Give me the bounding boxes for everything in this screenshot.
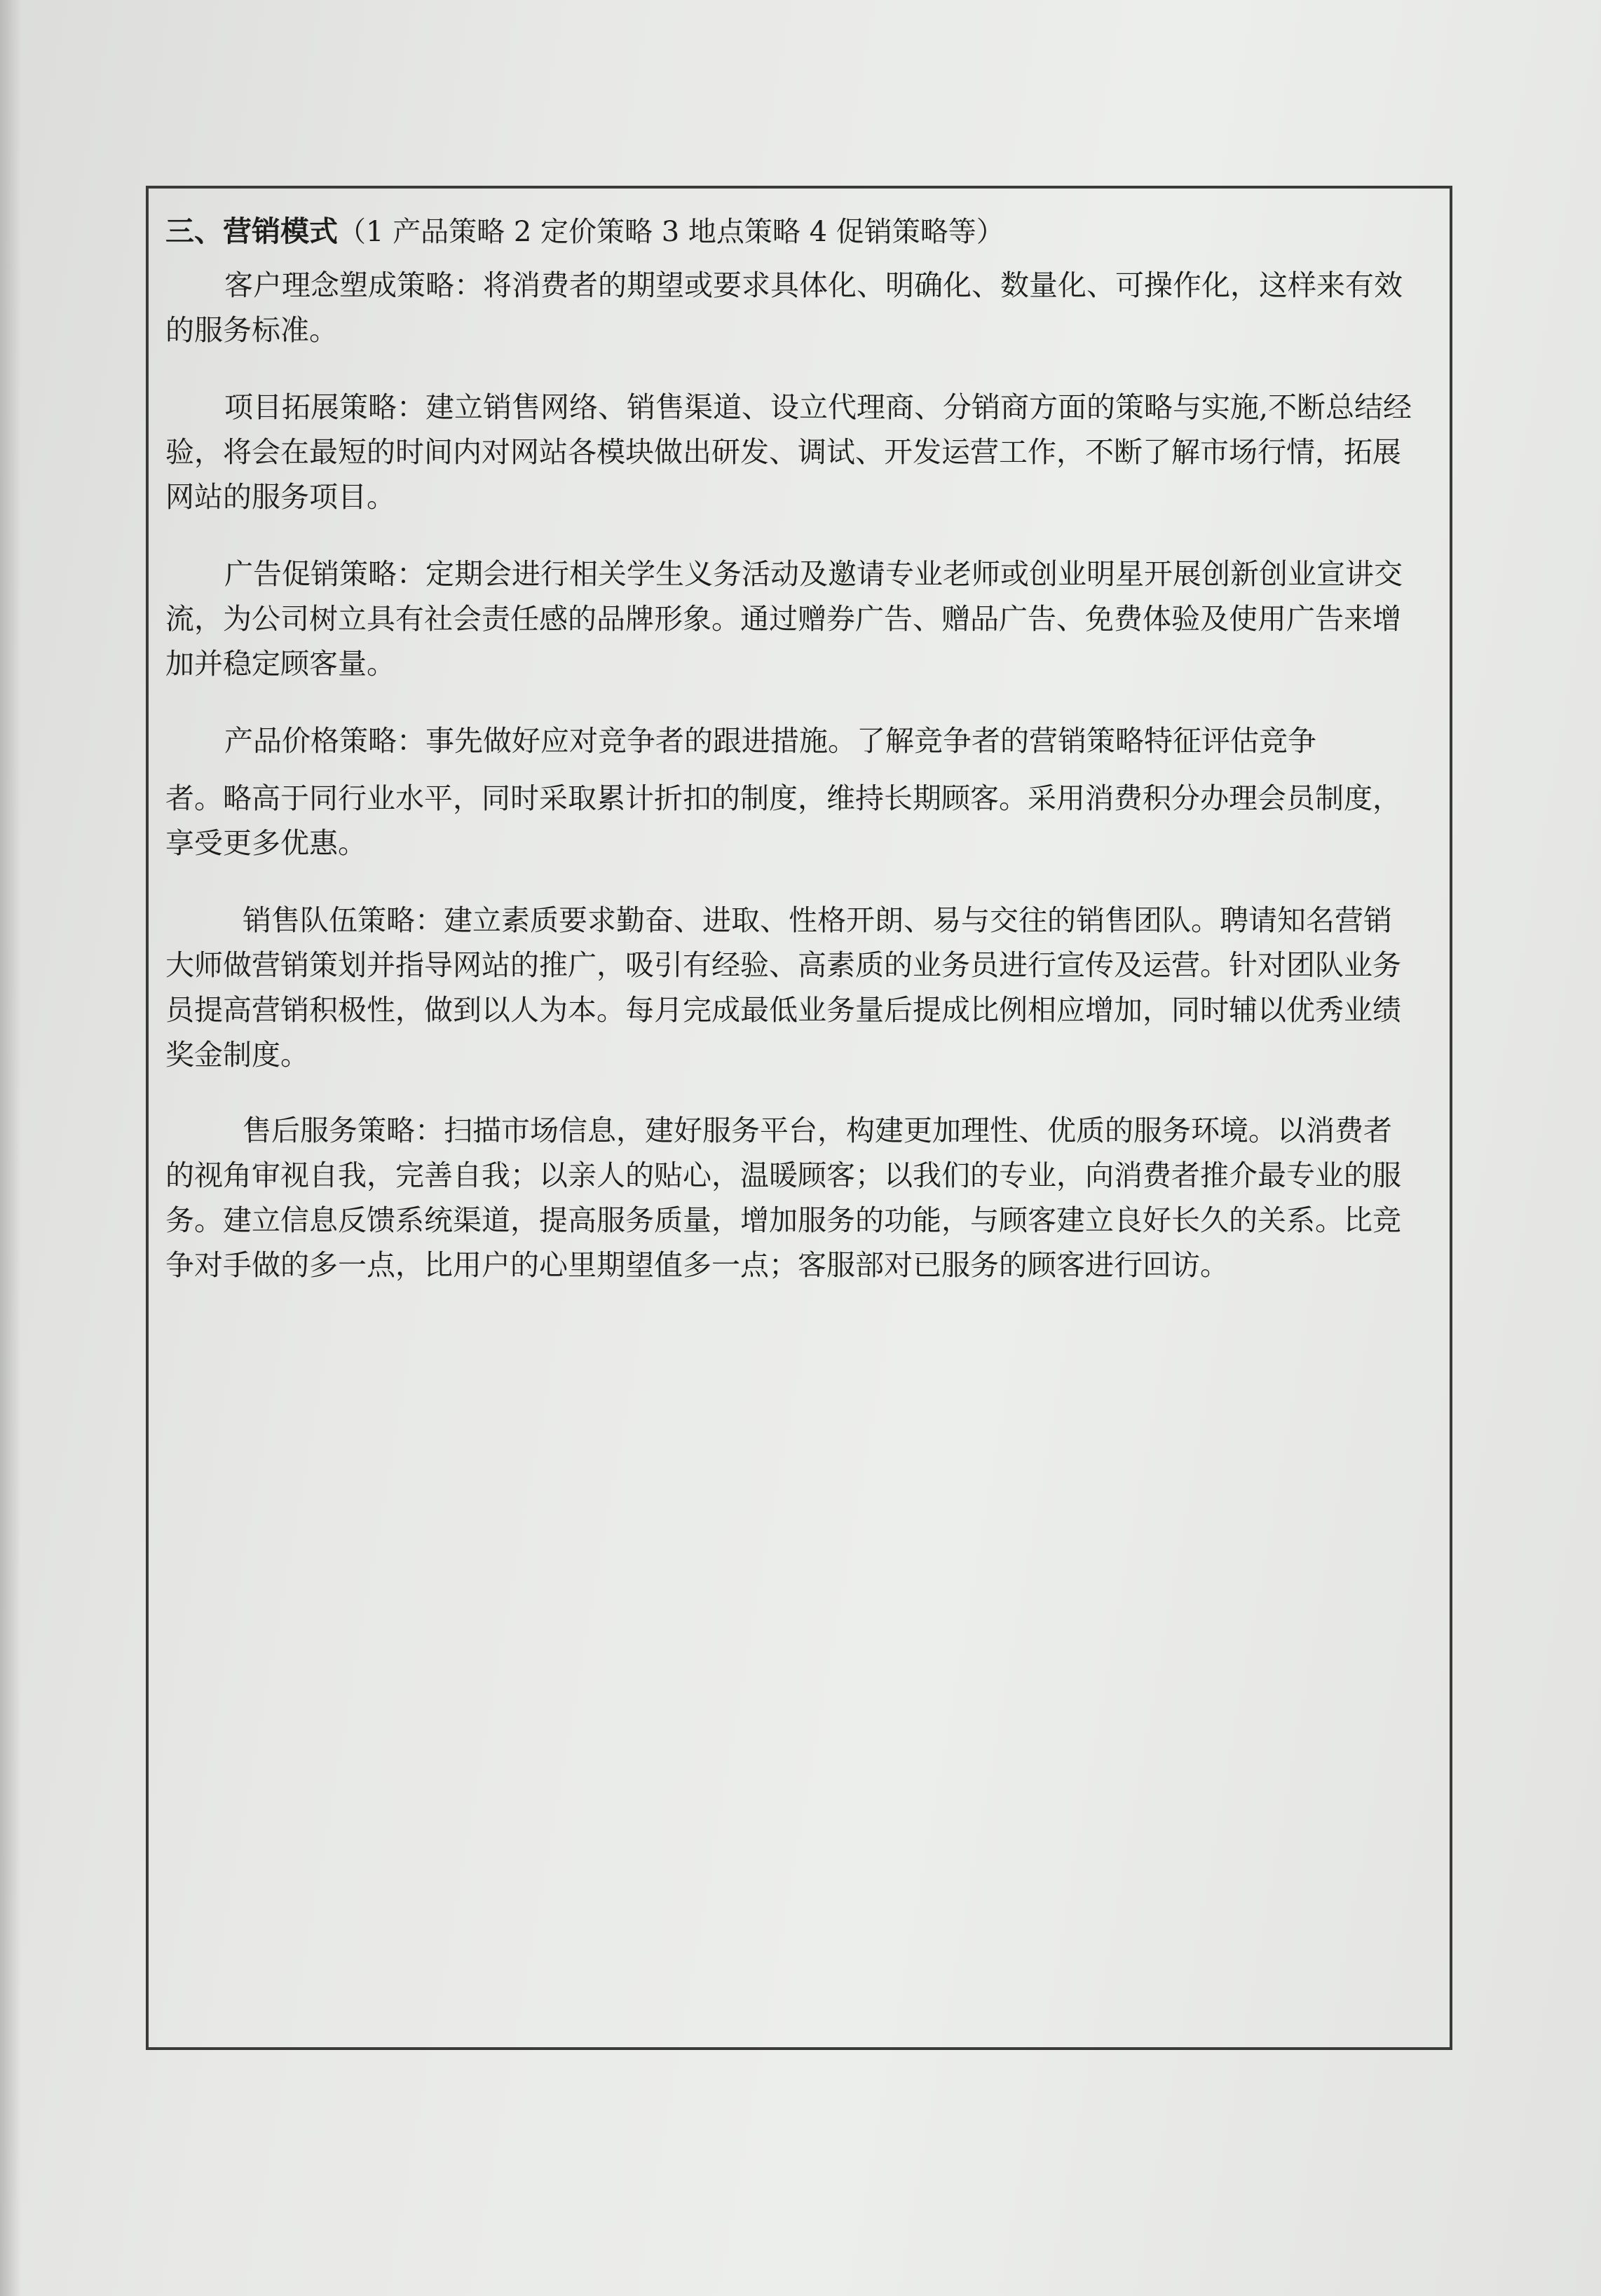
paragraph-advertising-promotion [165, 552, 1441, 686]
section-number: 三、 [165, 214, 223, 248]
paragraph-text: 广告促销策略：定期会进行相关学生义务活动及邀请专业老师或创业明星开展创新创业宣讲交流，为公司树立具有社会责任感的品牌形象。通过赠券广告、赠品广告、免费体验及使用广告来增加并稳定顾客量。 [165, 557, 1403, 681]
paragraph-pricing-strategy [165, 718, 1441, 866]
section-heading [165, 203, 1441, 260]
section-title: 营销模式 [223, 214, 338, 248]
paragraph-project-expansion [165, 385, 1441, 519]
section-note: （1 产品策略 2 定价策略 3 地点策略 4 促销策略等） [338, 216, 1004, 248]
page-edge-shadow [0, 0, 21, 2296]
paragraph-text: 销售队伍策略：建立素质要求勤奋、进取、性格开朗、易与交往的销售团队。聘请知名营销大师做营销策划并指导网站的推广，吸引有经验、高素质的业务员进行宣传及运营。针对团队业务员提高营销积极性，做到以人为本。每月完成最低业务量后提成比例相应增加，同时辅以优秀业绩奖金制度。 [165, 903, 1401, 1072]
paragraph-text: 客户理念塑成策略：将消费者的期望或要求具体化、明确化、数量化、可操作化，这样来有效的服务标准。 [165, 268, 1403, 347]
paragraph-text: 售后服务策略：扫描市场信息，建好服务平台，构建更加理性、优质的服务环境。以消费者的视角审视自我，完善自我；以亲人的贴心，温暖顾客；以我们的专业，向消费者推介最专业的服务。建立信息反馈系统渠道，提高服务质量，增加服务的功能，与顾客建立良好长久的关系。比竞争对手做的多一点，比用户的心里期望值多一点；客服部对已服务的顾客进行回访。 [165, 1114, 1401, 1282]
paragraph-sales-team [165, 898, 1441, 1077]
paragraph-customer-concept [165, 263, 1441, 353]
paragraph-after-sales [165, 1108, 1441, 1287]
paragraph-line: 产品价格策略：事先做好应对竞争者的跟进措施。了解竞争者的营销策略特征评估竞争 [224, 724, 1316, 758]
paragraph-text: 项目拓展策略：建立销售网络、销售渠道、设立代理商、分销商方面的策略与实施,不断总结经验，将会在最短的时间内对网站各模块做出研发、调试、开发运营工作，不断了解市场行情，拓展网站的服务项目。 [165, 390, 1412, 514]
paragraph-line: 者。略高于同行业水平，同时采取累计折扣的制度，维持长期顾客。采用消费积分办理会员制度，享受更多优惠。 [165, 781, 1401, 860]
section-content [165, 203, 1441, 1287]
